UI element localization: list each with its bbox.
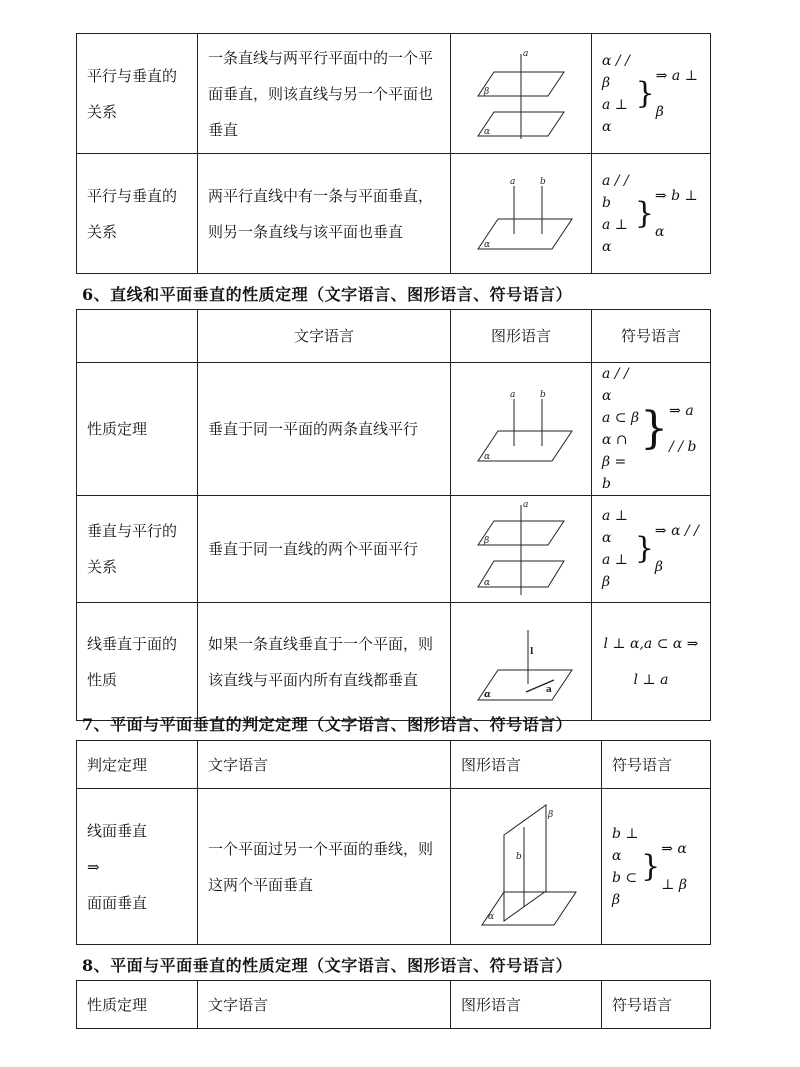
svg-text:b: b bbox=[540, 176, 546, 187]
header-cell: 符号语言 bbox=[592, 310, 711, 363]
section-heading-8: 8、平面与平面垂直的性质定理（文字语言、图形语言、符号语言） bbox=[82, 956, 573, 975]
svg-text:β: β bbox=[484, 86, 490, 97]
figure-cell bbox=[451, 789, 602, 945]
table-row bbox=[77, 154, 711, 274]
table-row bbox=[77, 603, 711, 721]
header-cell: 文字语言 bbox=[198, 741, 451, 789]
svg-text:α: α bbox=[484, 689, 491, 700]
table-section-7 bbox=[76, 740, 711, 945]
svg-text:α: α bbox=[484, 126, 491, 137]
header-cell: 文字语言 bbox=[198, 310, 451, 363]
svg-text:a: a bbox=[510, 390, 516, 400]
table-row bbox=[77, 34, 711, 154]
section-heading-7: 7、平面与平面垂直的判定定理（文字语言、图形语言、符号语言） bbox=[82, 715, 573, 734]
header-cell: 判定定理 bbox=[77, 741, 198, 789]
svg-text:α: α bbox=[484, 239, 491, 250]
table-header-row bbox=[77, 981, 711, 1029]
row-text: 垂直于同一平面的两条直线平行 bbox=[198, 363, 451, 496]
symbol-cell: a ⊥ α a ⊥ β } ⇒ α / / β bbox=[592, 496, 711, 603]
header-cell: 符号语言 bbox=[602, 981, 711, 1029]
table-header-row bbox=[77, 310, 711, 363]
row-text: 垂直于同一直线的两个平面平行 bbox=[198, 496, 451, 603]
row-name: 平行与垂直的关系 bbox=[77, 34, 198, 154]
table-row bbox=[77, 363, 711, 496]
table-header-row bbox=[77, 741, 711, 789]
header-cell: 符号语言 bbox=[602, 741, 711, 789]
figure-cell bbox=[451, 496, 592, 603]
svg-text:β: β bbox=[548, 809, 554, 820]
row-name: 垂直与平行的关系 bbox=[77, 496, 198, 603]
table-row bbox=[77, 789, 711, 945]
figure-cell bbox=[451, 34, 592, 154]
table-parallel-perpendicular bbox=[76, 33, 711, 274]
figure-cell bbox=[451, 363, 592, 496]
figure-line-plane-perpendicular bbox=[466, 612, 576, 712]
figure-perpendicular-planes bbox=[466, 797, 586, 937]
svg-text:b: b bbox=[540, 390, 546, 400]
symbol-cell: l ⊥ α,a ⊂ α ⇒ l ⊥ a bbox=[592, 603, 711, 721]
svg-text:α: α bbox=[484, 452, 491, 462]
row-text: 两平行直线中有一条与平面垂直，则另一条直线与该平面也垂直 bbox=[198, 154, 451, 274]
svg-text:β: β bbox=[484, 536, 490, 546]
symbol-cell: α / / β a ⊥ α } ⇒ a ⊥ β bbox=[592, 34, 711, 154]
header-cell: 性质定理 bbox=[77, 981, 198, 1029]
figure-cell bbox=[451, 603, 592, 721]
figure-two-lines-plane bbox=[466, 379, 576, 479]
row-name: 性质定理 bbox=[77, 363, 198, 496]
svg-text:a: a bbox=[546, 684, 552, 695]
header-cell: 图形语言 bbox=[451, 741, 602, 789]
table-section-6 bbox=[76, 309, 711, 721]
table-section-8 bbox=[76, 980, 711, 1029]
svg-text:b: b bbox=[516, 851, 522, 862]
row-text: 一条直线与两平行平面中的一个平面垂直，则该直线与另一个平面也垂直 bbox=[198, 34, 451, 154]
symbol-cell: b ⊥ α b ⊂ β } ⇒ α ⊥ β bbox=[602, 789, 711, 945]
row-name: 线垂直于面的性质 bbox=[77, 603, 198, 721]
figure-two-lines-plane bbox=[466, 164, 576, 264]
svg-text:a: a bbox=[510, 176, 516, 187]
svg-text:l: l bbox=[530, 646, 534, 657]
svg-text:a: a bbox=[523, 500, 529, 510]
section-heading-6: 6、直线和平面垂直的性质定理（文字语言、图形语言、符号语言） bbox=[82, 285, 573, 304]
svg-text:a: a bbox=[523, 48, 529, 59]
figure-two-planes-line bbox=[466, 499, 576, 599]
table-row bbox=[77, 496, 711, 603]
svg-text:α: α bbox=[484, 578, 491, 588]
figure-cell bbox=[451, 154, 592, 274]
row-name: 线面垂直 ⇒ 面面垂直 bbox=[77, 789, 198, 945]
header-cell: 图形语言 bbox=[451, 981, 602, 1029]
header-cell bbox=[77, 310, 198, 363]
row-text: 如果一条直线垂直于一个平面，则该直线与平面内所有直线都垂直 bbox=[198, 603, 451, 721]
symbol-cell: a / / b a ⊥ α } ⇒ b ⊥ α bbox=[592, 154, 711, 274]
figure-two-planes-line bbox=[466, 44, 576, 144]
symbol-cell: a / / α a ⊂ β α ∩ β = b } ⇒ a / / b bbox=[592, 363, 711, 496]
row-name: 平行与垂直的关系 bbox=[77, 154, 198, 274]
row-text: 一个平面过另一个平面的垂线，则这两个平面垂直 bbox=[198, 789, 451, 945]
header-cell: 图形语言 bbox=[451, 310, 592, 363]
header-cell: 文字语言 bbox=[198, 981, 451, 1029]
svg-text:α: α bbox=[488, 911, 495, 922]
